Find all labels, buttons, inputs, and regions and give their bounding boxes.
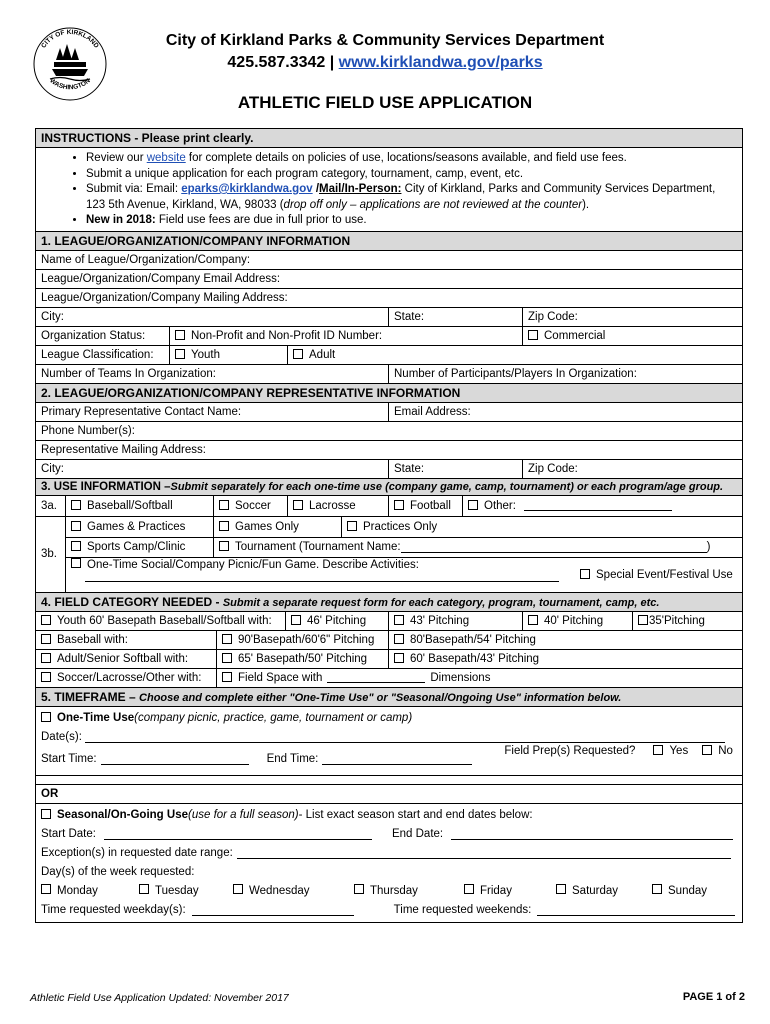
youth-checkbox[interactable]: Youth: [170, 346, 288, 364]
checkbox-icon: [653, 745, 663, 755]
day-friday-checkbox[interactable]: Friday: [464, 882, 556, 901]
exceptions-field[interactable]: Exception(s) in requested date range:: [41, 844, 737, 863]
basepath-60-checkbox[interactable]: 60' Basepath/43' Pitching: [389, 650, 742, 668]
weekday-time-field[interactable]: Time requested weekday(s):: [41, 901, 354, 920]
special-event-checkbox[interactable]: Special Event/Festival Use: [574, 558, 742, 592]
season-end-date-field[interactable]: End Date:: [392, 825, 733, 844]
org-status-label: Organization Status:: [36, 327, 170, 345]
days-label: Day(s) of the week requested:: [41, 865, 195, 878]
org-email-field[interactable]: League/Organization/Company Email Address:: [36, 270, 742, 289]
checkbox-icon: [219, 500, 229, 510]
section-5-heading: 5. TIMEFRAME – Choose and complete either "One-Time Use" or "Seasonal/Ongoing Use" information below.: [36, 688, 742, 707]
checkbox-icon: [556, 884, 566, 894]
instruction-item: • Review our website for complete details on policies of use, locations/seasons available, and field use fees.: [86, 151, 742, 167]
checkbox-icon: [222, 634, 232, 644]
website-link[interactable]: website: [146, 152, 186, 164]
page-number: PAGE 1 of 2: [682, 991, 745, 1003]
seasonal-use-block: [36, 804, 742, 922]
pitching-40-checkbox[interactable]: 40' Pitching: [523, 612, 633, 630]
application-form: [35, 128, 743, 923]
field-prep-yes-checkbox[interactable]: Yes: [653, 742, 688, 761]
pitching-43-checkbox[interactable]: 43' Pitching: [389, 612, 523, 630]
field-prep-no-checkbox[interactable]: No: [702, 742, 733, 761]
checkbox-icon: [394, 653, 404, 663]
section-4-heading: 4. FIELD CATEGORY NEEDED - Submit a separate request form for each category, program, tournament, camp, etc.: [36, 593, 742, 612]
row-3a-label: 3a.: [36, 496, 66, 516]
checkbox-icon: [291, 615, 301, 625]
checkbox-icon: [71, 500, 81, 510]
org-city-field[interactable]: City:: [36, 308, 389, 326]
lacrosse-checkbox[interactable]: Lacrosse: [288, 496, 389, 516]
checkbox-icon: [394, 615, 404, 625]
soccer-checkbox[interactable]: Soccer: [214, 496, 288, 516]
checkbox-icon: [468, 500, 478, 510]
checkbox-icon: [293, 349, 303, 359]
checkbox-icon: [464, 884, 474, 894]
checkbox-icon: [41, 634, 51, 644]
tournament-checkbox[interactable]: Tournament (Tournament Name: ): [214, 538, 742, 557]
instruction-item: • New in 2018: Field use fees are due in full prior to use.: [86, 213, 742, 229]
svg-text:CITY OF KIRKLAND: CITY OF KIRKLAND: [40, 28, 100, 50]
checkbox-icon: [41, 809, 51, 819]
or-separator: OR: [36, 785, 742, 804]
website-link[interactable]: www.kirklandwa.gov/parks: [338, 54, 543, 71]
dates-field[interactable]: Date(s):: [41, 728, 737, 747]
rep-contact-field[interactable]: Primary Representative Contact Name:: [36, 403, 389, 421]
checkbox-icon: [71, 541, 81, 551]
checkbox-icon: [394, 500, 404, 510]
department-name: City of Kirkland Parks & Community Services Department: [165, 32, 605, 49]
nonprofit-checkbox[interactable]: Non-Profit and Non-Profit ID Number:: [170, 327, 523, 345]
checkbox-icon: [139, 884, 149, 894]
rep-city-field[interactable]: City:: [36, 460, 389, 478]
checkbox-icon: [702, 745, 712, 755]
rep-mailing-field[interactable]: Representative Mailing Address:: [36, 441, 742, 460]
checkbox-icon: [222, 672, 232, 682]
adult-checkbox[interactable]: Adult: [288, 346, 742, 364]
org-mailing-field[interactable]: League/Organization/Company Mailing Address:: [36, 289, 742, 308]
instruction-item: • Submit a unique application for each program category, tournament, camp, event, etc.: [86, 167, 742, 183]
row-3b-label: 3b.: [36, 517, 66, 592]
baseball-with-checkbox[interactable]: Baseball with:: [36, 631, 217, 649]
adult-softball-checkbox[interactable]: Adult/Senior Softball with:: [36, 650, 217, 668]
checkbox-icon: [528, 330, 538, 340]
baseball-checkbox[interactable]: Baseball/Softball: [66, 496, 214, 516]
sports-camp-checkbox[interactable]: Sports Camp/Clinic: [66, 538, 214, 557]
org-zip-field[interactable]: Zip Code:: [528, 310, 578, 323]
games-practices-checkbox[interactable]: Games & Practices: [66, 517, 214, 537]
checkbox-icon: [41, 653, 51, 663]
day-saturday-checkbox[interactable]: Saturday: [556, 882, 652, 901]
rep-zip-field[interactable]: Zip Code:: [528, 462, 578, 475]
basepath-90-checkbox[interactable]: 90'Basepath/60'6" Pitching: [217, 631, 389, 649]
page-title: ATHLETIC FIELD USE APPLICATION: [237, 93, 533, 112]
section-3-heading: 3. USE INFORMATION –Submit separately for each one-time use (company game, camp, tournament) or each program/age group.: [36, 479, 742, 496]
org-state-field[interactable]: State:: [389, 308, 523, 326]
commercial-checkbox[interactable]: Commercial: [523, 327, 742, 345]
instructions-list: [36, 148, 742, 232]
day-thursday-checkbox[interactable]: Thursday: [354, 882, 464, 901]
basepath-80-checkbox[interactable]: 80'Basepath/54' Pitching: [389, 631, 742, 649]
one-time-use-checkbox[interactable]: One-Time Use (company picnic, practice, game, tournament or camp): [41, 709, 737, 728]
instructions-heading: INSTRUCTIONS - Please print clearly.: [36, 129, 742, 148]
section-1-heading: 1. LEAGUE/ORGANIZATION/COMPANY INFORMATION: [36, 232, 742, 251]
soccer-other-checkbox[interactable]: Soccer/Lacrosse/Other with:: [36, 669, 217, 687]
other-sport-field[interactable]: Other:: [463, 496, 742, 516]
day-monday-checkbox[interactable]: Monday: [41, 882, 139, 901]
checkbox-icon: [293, 500, 303, 510]
checkbox-icon: [394, 634, 404, 644]
svg-text:WASHINGTON: WASHINGTON: [48, 77, 92, 92]
day-sunday-checkbox[interactable]: Sunday: [652, 882, 707, 901]
teams-count-field[interactable]: Number of Teams In Organization:: [36, 365, 389, 383]
checkbox-icon: [354, 884, 364, 894]
instruction-item: • Submit via: Email: eparks@kirklandwa.gov /Mail/In-Person: City of Kirkland, Parks and Community Services Department, 123 5th Avenue, Kirkland, WA, 98033 (drop off only – applications are not reviewed at the counter).: [86, 182, 742, 213]
checkbox-icon: [175, 330, 185, 340]
field-space-field[interactable]: Field Space with Dimensions: [217, 669, 742, 687]
checkbox-icon: [41, 712, 51, 722]
page-header: [0, 0, 770, 130]
checkbox-icon: [652, 884, 662, 894]
contact-line: [0, 54, 770, 72]
games-only-checkbox[interactable]: Games Only: [214, 517, 342, 537]
start-time-field[interactable]: Start Time:: [41, 750, 249, 769]
checkbox-icon: [71, 521, 81, 531]
checkbox-icon: [233, 884, 243, 894]
seasonal-use-checkbox[interactable]: Seasonal/On-Going Use (use for a full season) - List exact season start and end dates below:: [41, 806, 737, 825]
basepath-65-checkbox[interactable]: 65' Basepath/50' Pitching: [217, 650, 389, 668]
classification-label: League Classification:: [36, 346, 170, 364]
checkbox-icon: [71, 558, 81, 568]
checkbox-icon: [580, 569, 590, 579]
checkbox-icon: [222, 653, 232, 663]
youth-60-checkbox[interactable]: Youth 60' Basepath Baseball/Softball with:: [36, 612, 286, 630]
checkbox-icon: [528, 615, 538, 625]
checkbox-icon: [41, 672, 51, 682]
rep-email-field[interactable]: Email Address:: [394, 405, 471, 418]
section-2-heading: 2. LEAGUE/ORGANIZATION/COMPANY REPRESENTATIVE INFORMATION: [36, 384, 742, 403]
practices-only-checkbox[interactable]: Practices Only: [342, 517, 742, 537]
checkbox-icon: [638, 615, 648, 625]
checkbox-icon: [347, 521, 357, 531]
checkbox-icon: [219, 521, 229, 531]
days-checkboxes: [41, 882, 737, 901]
pitching-46-checkbox[interactable]: 46' Pitching: [286, 612, 389, 630]
football-checkbox[interactable]: Football: [389, 496, 463, 516]
rep-state-field[interactable]: State:: [389, 460, 523, 478]
email-link[interactable]: eparks@kirklandwa.gov: [181, 183, 313, 195]
field-prep-label: Field Prep(s) Requested?: [504, 745, 636, 757]
rep-phone-field[interactable]: Phone Number(s):: [36, 422, 742, 441]
phone-number: 425.587.3342: [227, 54, 326, 71]
checkbox-icon: [41, 615, 51, 625]
end-time-field[interactable]: End Time:: [267, 750, 473, 769]
checkbox-icon: [175, 349, 185, 359]
one-time-social-field[interactable]: One-Time Social/Company Picnic/Fun Game. Describe Activities:: [66, 558, 574, 592]
day-tuesday-checkbox[interactable]: Tuesday: [139, 882, 233, 901]
separator: |: [329, 54, 335, 71]
participants-count-field[interactable]: Number of Participants/Players In Organization:: [394, 367, 637, 380]
checkbox-icon: [219, 541, 229, 551]
pitching-35-checkbox[interactable]: 35'Pitching: [633, 612, 742, 630]
day-wednesday-checkbox[interactable]: Wednesday: [233, 882, 354, 901]
weekend-time-field[interactable]: Time requested weekends:: [394, 901, 736, 920]
org-name-field[interactable]: Name of League/Organization/Company:: [36, 251, 742, 270]
season-start-date-field[interactable]: Start Date:: [41, 825, 372, 844]
checkbox-icon: [41, 884, 51, 894]
footer-updated: Athletic Field Use Application Updated: November 2017: [30, 992, 289, 1004]
one-time-use-block: [36, 707, 742, 776]
